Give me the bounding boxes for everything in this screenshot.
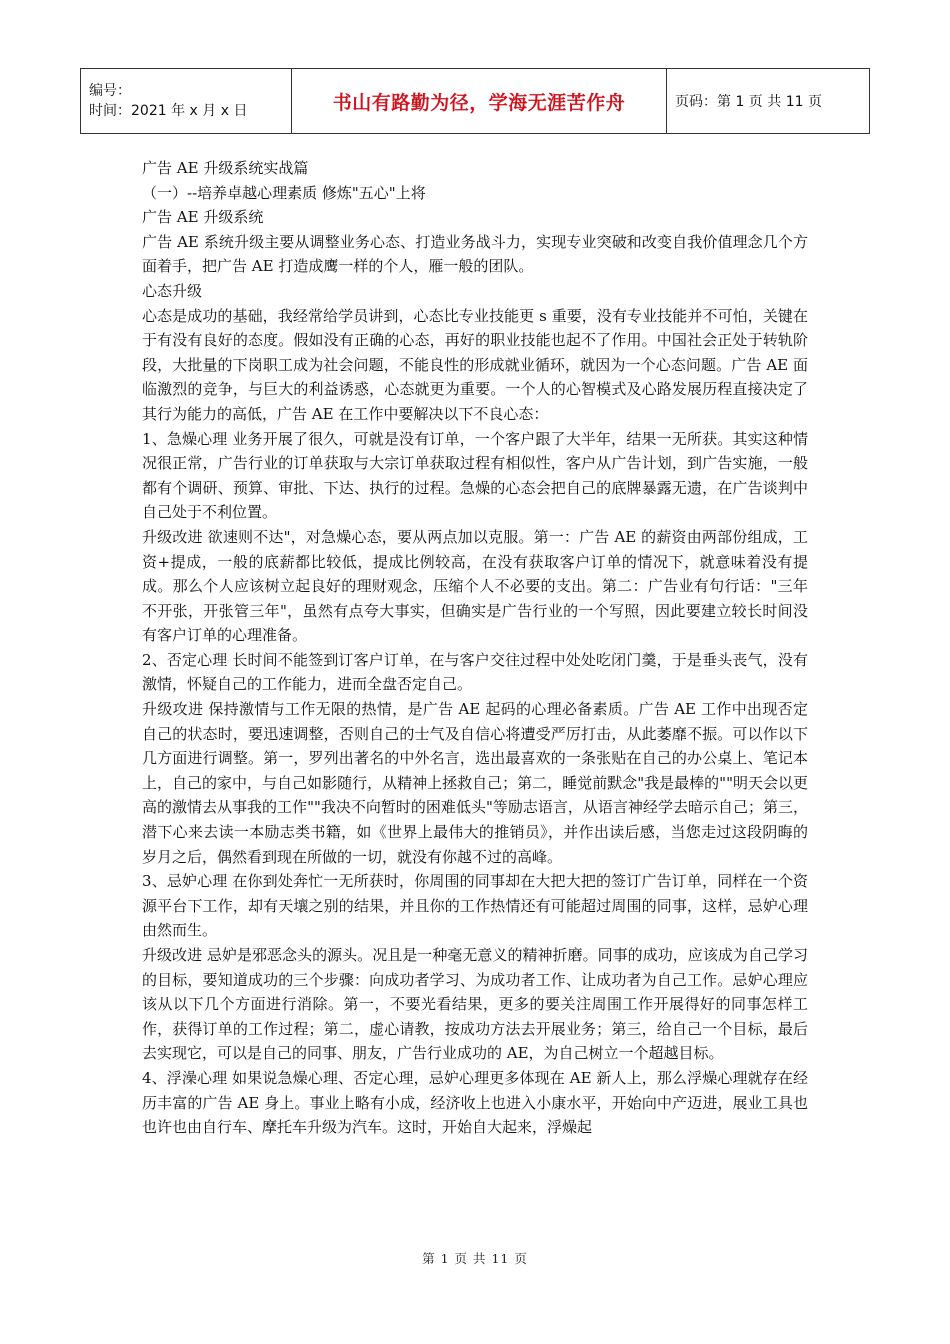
doc-subtitle: （一）--培养卓越心理素质 修炼"五心"上将 bbox=[142, 183, 426, 202]
number-label: 编号： bbox=[89, 83, 131, 99]
paragraph: 升级改进 欲速则不达"，对急燥心态，要从两点加以克服。第一：广告 AE 的薪资由两部份组成，工资+提成，一般的底薪都比较低，提成比例较高，在没有获取客户订单的情况下，就意味着没有提成。那么个人应该树立起良好的理财观念，压缩个人不必要的支出。第二：广告业有句行话："三年不开张，开张管三年"，虽然有点夸大事实，但确实是广告行业的一个写照，因此要建立较长时间没有客户订单的心理准备。 bbox=[142, 527, 808, 645]
section-heading: 广告 AE 升级系统 bbox=[142, 208, 264, 227]
section-heading: 心态升级 bbox=[142, 281, 203, 300]
paragraph: 升级攻进 保持激情与工作无限的热情，是广告 AE 起码的心理必备素质。广告 AE 工作中出现否定自己的状态时，要迅速调整，否则自己的士气及自信心将遭受严厉打击，从此萎靡不振。可以作以下几方面进行调整。第一，罗列出著名的中外名言，选出最喜欢的一条张贴在自己的办公桌上、笔记本上，自己的家中，与自己如影随行，从精神上拯救自己；第二，睡觉前默念"我是最棒的""明天会以更高的激情去从事我的工作""我决不向暂时的困难低头"等励志语言，从语言神经学去暗示自己；第三，潜下心来去读一本励志类书籍，如《世界上最伟大的推销员》，并作出读后感，当您走过这段阴晦的岁月之后，偶然看到现在所做的一切，就没有你越不过的高峰。 bbox=[142, 700, 808, 866]
page-footer: 第 1 页 共 11 页 bbox=[422, 1251, 528, 1266]
paragraph: 升级改进 忌妒是邪恶念头的源头。况且是一种毫无意义的精神折磨。同事的成功，应该成为自己学习的目标，要知道成功的三个步骤：向成功者学习、为成功者工作、让成功者为自己工作。忌妒心理应该从以下几个方面进行消除。第一，不要光看结果，更多的要关注周围工作开展得好的同事怎样工作，获得订单的工作过程；第二，虚心请教，按成功方法去开展业务；第三，给自己一个目标，最后去实现它，可以是自己的同事、朋友，广告行业成功的 AE，为自己树立一个超越目标。 bbox=[142, 946, 808, 1063]
paragraph: 1、急燥心理 业务开展了很久，可就是没有订单，一个客户跟了大半年，结果一无所获。其实这种情况很正常，广告行业的订单获取与大宗订单获取过程有相似性，客户从广告计划，到广告实施，一般都有个调研、预算、审批、下达、执行的过程。急燥的心态会把自己的底牌暴露无遗，在广告谈判中自己处于不利位置。 bbox=[142, 429, 808, 522]
document-body bbox=[142, 156, 808, 1140]
paragraph: 3、忌妒心理 在你到处奔忙一无所获时，你周围的同事却在大把大把的签订广告订单，同样在一个资源平台下工作，却有天壤之别的结果，并且你的工作热情还有可能超过周围的同事，这样，忌妒心理由然而生。 bbox=[142, 872, 808, 940]
document-header bbox=[80, 68, 870, 134]
header-page-info: 页码：第 1 页 共 11 页 bbox=[667, 69, 870, 134]
paragraph: 2、否定心理 长时间不能签到订客户订单，在与客户交往过程中处处吃闭门羹，于是垂头丧气，没有激情，怀疑自己的工作能力，进而全盘否定自己。 bbox=[142, 650, 808, 694]
doc-title: 广告 AE 升级系统实战篇 bbox=[142, 159, 309, 177]
paragraph: 4、浮澡心理 如果说急燥心理、否定心理，忌妒心理更多体现在 AE 新人上，那么浮燥心理就存在经历丰富的广告 AE 身上。事业上略有小成，经济收上也进入小康水平，开始向中产迈进，展业工具也也许也由自行车、摩托车升级为汽车。这时，开始自大起来，浮燥起 bbox=[142, 1068, 808, 1137]
paragraph: 广告 AE 系统升级主要从调整业务心态、打造业务战斗力，实现专业突破和改变自我价值理念几个方面着手，把广告 AE 打造成鹰一样的个人，雁一般的团队。 bbox=[142, 232, 808, 276]
time-label: 时间：2021 年 x 月 x 日 bbox=[89, 103, 248, 119]
header-slogan: 书山有路勤为径，学海无涯苦作舟 bbox=[292, 69, 667, 134]
paragraph: 心态是成功的基础，我经常给学员讲到，心态比专业技能更 s 重要，没有专业技能并不可怕，关键在于有没有良好的态度。假如没有正确的心态，再好的职业技能也起不了作用。中国社会正处于转轨阶段，大批量的下岗职工成为社会问题，不能良性的形成就业循环，就因为一个心态问题。广告 AE 面临激烈的竞争，与巨大的利益诱惑，心态就更为重要。一个人的心智模式及心路发展历程直接决定了其行为能力的高低，广告 AE 在工作中要解决以下不良心态： bbox=[142, 306, 808, 423]
header-meta-cell bbox=[81, 69, 292, 134]
